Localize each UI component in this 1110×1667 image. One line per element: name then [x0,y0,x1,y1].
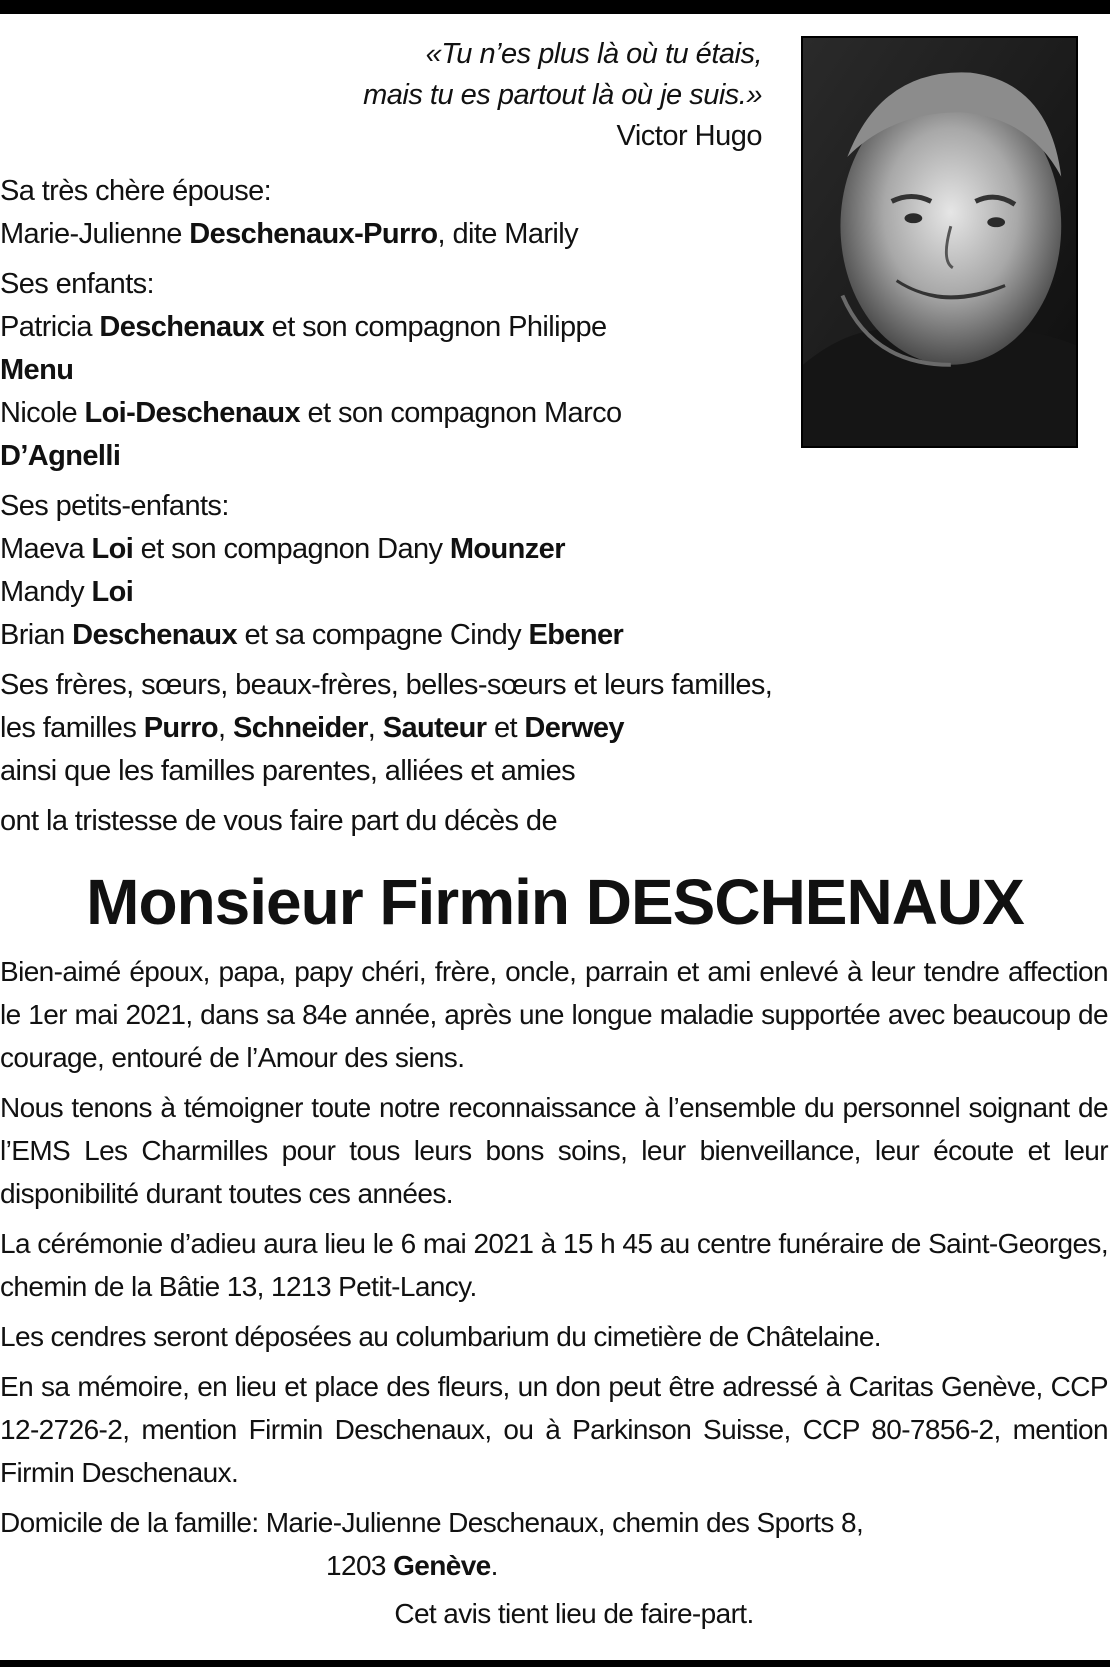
quote-line-1: «Tu n’es plus là où tu étais, [425,38,762,70]
grandchildren-heading: Ses petits-enfants: [0,490,229,522]
grandchild-line-1 [0,528,900,571]
family-name: Derwey [524,712,624,744]
family-list [0,170,900,843]
grandchild-last-name: Deschenaux [72,619,238,651]
relatives-line: ainsi que les familles parentes, alliées et amies [0,755,576,787]
partner-last-name: Menu [0,354,74,386]
bottom-border [0,1660,1110,1667]
paragraph-ceremony: La cérémonie d’adieu aura lieu le 6 mai 2021 à 15 h 45 au centre funéraire de Saint-Georges, chemin de la Bâtie 13, 1213 Petit-Lancy. [0,1228,1108,1302]
families-line [0,707,900,750]
child-line-1 [0,306,900,349]
paragraph-ashes: Les cendres seront déposées au columbarium du cimetière de Châtelaine. [0,1321,881,1352]
domicile-period: . [490,1550,498,1581]
child-last-name: Loi-Deschenaux [84,397,301,429]
domicile-label: Domicile de la famille: [0,1507,266,1538]
paragraph-donations: En sa mémoire, en lieu et place des fleurs, un don peut être adressé à Caritas Genève, CCP 12-2726-2, mention Firmin Deschenaux, ou à Parkinson Suisse, CCP 80-7856-2, mention Firmin Deschenaux. [0,1371,1108,1488]
partner-last-name: Mounzer [449,533,565,565]
grandchild-first-name: Mandy [0,576,92,608]
paragraph-thanks: Nous tenons à témoigner toute notre reconnaissance à l’ensemble du personnel soignant de l’EMS Les Charmilles pour tous leurs bons soins, leur bienveillance, leur écoute et leur disponibilité durant toutes ces années. [0,1092,1108,1209]
grandchild-first-name: Maeva [0,533,92,565]
partner-last-name: D’Agnelli [0,440,121,472]
separator: , [367,712,383,744]
top-border [0,0,1110,14]
children-heading: Ses enfants: [0,268,155,300]
separator: , [218,712,233,744]
announcement-line: ont la tristesse de vous faire part du décès de [0,805,557,837]
domicile-zip: 1203 [326,1550,394,1581]
child-line-1-cont [0,349,900,392]
obituary-body [0,950,1108,1635]
quote-author: Victor Hugo [616,120,762,152]
domicile-city-line [0,1544,1108,1587]
family-name: Purro [143,712,219,744]
paragraph-tribute: Bien-aimé époux, papa, papy chéri, frère, oncle, parrain et ami enlevé à leur tendre affection le 1er mai 2021, dans sa 84e année, après une longue maladie supportée avec beaucoup de courage, entouré de l’Amour des siens. [0,956,1108,1073]
child-line-2-cont [0,435,900,478]
grandchild-line-2 [0,571,900,614]
siblings-line: Ses frères, sœurs, beaux-frères, belles-sœurs et leurs familles, [0,669,773,701]
partner-last-name: Ebener [528,619,624,651]
grandchild-last-name: Loi [91,576,134,608]
quote-line-2: mais tu es partout là où je suis.» [363,79,762,111]
child-partner: et son compagnon Philippe [264,311,607,343]
spouse-last-name: Deschenaux-Purro [189,218,438,250]
spouse-heading: Sa très chère épouse: [0,175,272,207]
grandchild-partner: et son compagnon Dany [133,533,450,565]
family-name: Schneider [232,712,368,744]
separator: et [486,712,525,744]
spouse-first-name: Marie-Julienne [0,218,190,250]
families-prefix: les familles [0,712,144,744]
grandchild-partner: et sa compagne Cindy [237,619,529,651]
grandchild-last-name: Loi [91,533,134,565]
epigraph [363,34,762,157]
grandchild-first-name: Brian [0,619,73,651]
closing-note: Cet avis tient lieu de faire-part. [394,1598,754,1629]
family-name: Sauteur [382,712,487,744]
child-line-2 [0,392,900,435]
domicile-city: Genève [393,1550,491,1581]
child-first-name: Nicole [0,397,85,429]
family-domicile [0,1501,1108,1587]
child-partner: et son compagnon Marco [300,397,622,429]
spouse-nickname: , dite Marily [437,218,578,250]
grandchild-line-3 [0,614,900,657]
child-last-name: Deschenaux [99,311,265,343]
spouse-line [0,213,900,256]
deceased-name: Monsieur Firmin DESCHENAUX [86,866,1024,938]
child-first-name: Patricia [0,311,100,343]
domicile-address: Marie-Julienne Deschenaux, chemin des Sports 8, [265,1507,864,1538]
